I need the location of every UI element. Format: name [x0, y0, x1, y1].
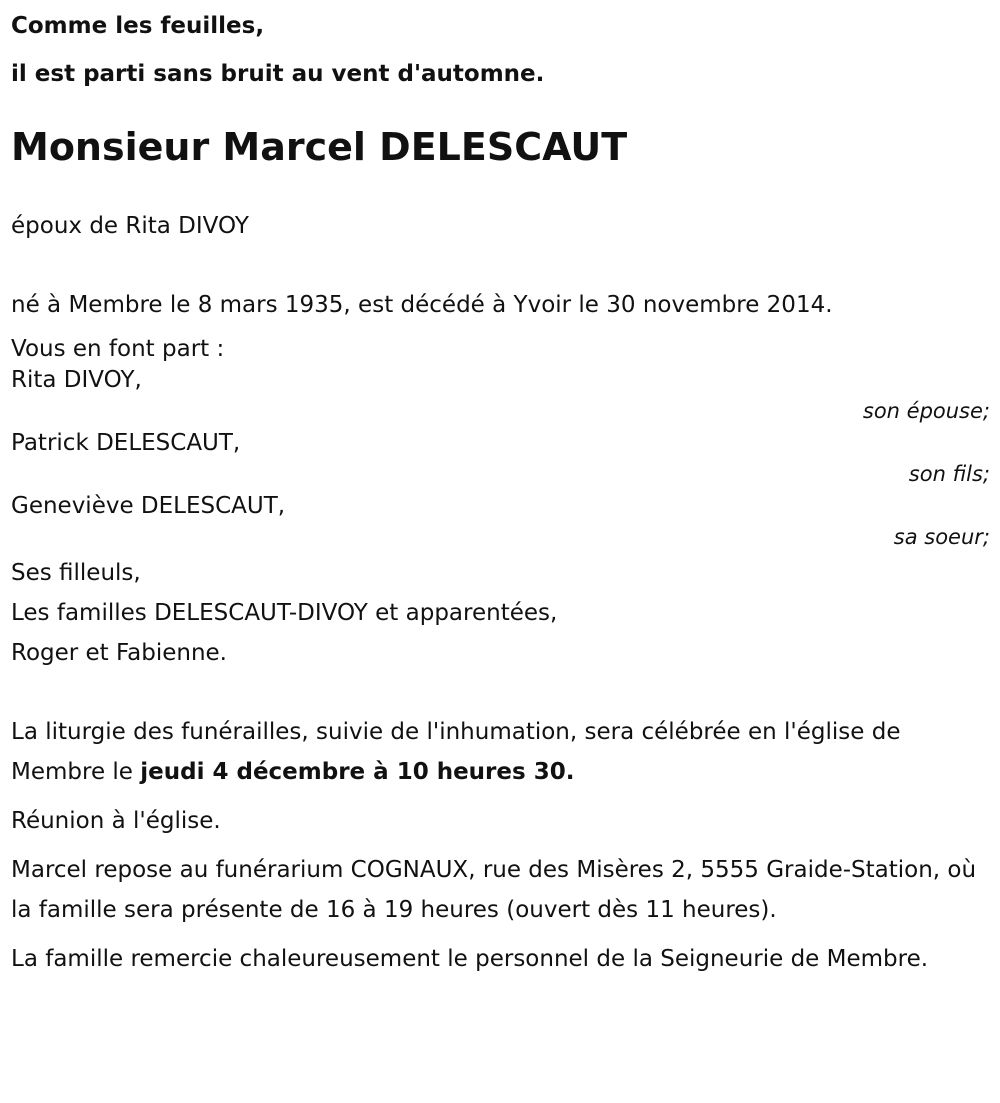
funeral-date-time: jeudi 4 décembre à 10 heures 30.: [140, 759, 575, 785]
epigraph-line-1: Comme les feuilles,: [11, 13, 265, 39]
rest-location: Marcel repose au funérarium COGNAUX, rue des Misères 2, 5555 Graide-Station, où la famille sera présente de 16 à 19 heures (ouvert dès 11 heures).: [11, 857, 977, 923]
announcement-intro: Vous en font part :: [11, 336, 225, 362]
birth-death-line: né à Membre le 8 mars 1935, est décédé à Yvoir le 30 novembre 2014.: [11, 292, 833, 318]
other-relatives-line: Roger et Fabienne.: [11, 640, 227, 666]
thanks-note: La famille remercie chaleureusement le personnel de la Seigneurie de Membre.: [11, 946, 929, 972]
other-relatives: [11, 553, 990, 673]
spouse-line: époux de Rita DIVOY: [11, 213, 249, 239]
family-member-relation: son épouse;: [862, 399, 990, 423]
funeral-details: [11, 712, 990, 792]
obituary-notice: [0, 2, 1000, 1103]
family-member-name: Rita DIVOY,: [11, 367, 142, 393]
family-list: [11, 365, 990, 552]
family-member-name: Patrick DELESCAUT,: [11, 430, 241, 456]
epigraph-line-2: il est parti sans bruit au vent d'automne.: [11, 61, 545, 87]
epigraph: [11, 2, 990, 98]
other-relatives-line: Les familles DELESCAUT-DIVOY et apparentées,: [11, 600, 558, 626]
funeral-text: La liturgie des funérailles, suivie de l'inhumation, sera célébrée en l'église de Membre le: [11, 719, 901, 785]
meeting-note: Réunion à l'église.: [11, 808, 221, 834]
family-member-relation: son fils;: [908, 462, 990, 486]
family-member-relation: sa soeur;: [893, 525, 990, 549]
deceased-name: Monsieur Marcel DELESCAUT: [11, 125, 628, 169]
family-member-name: Geneviève DELESCAUT,: [11, 493, 286, 519]
other-relatives-line: Ses filleuls,: [11, 560, 141, 586]
